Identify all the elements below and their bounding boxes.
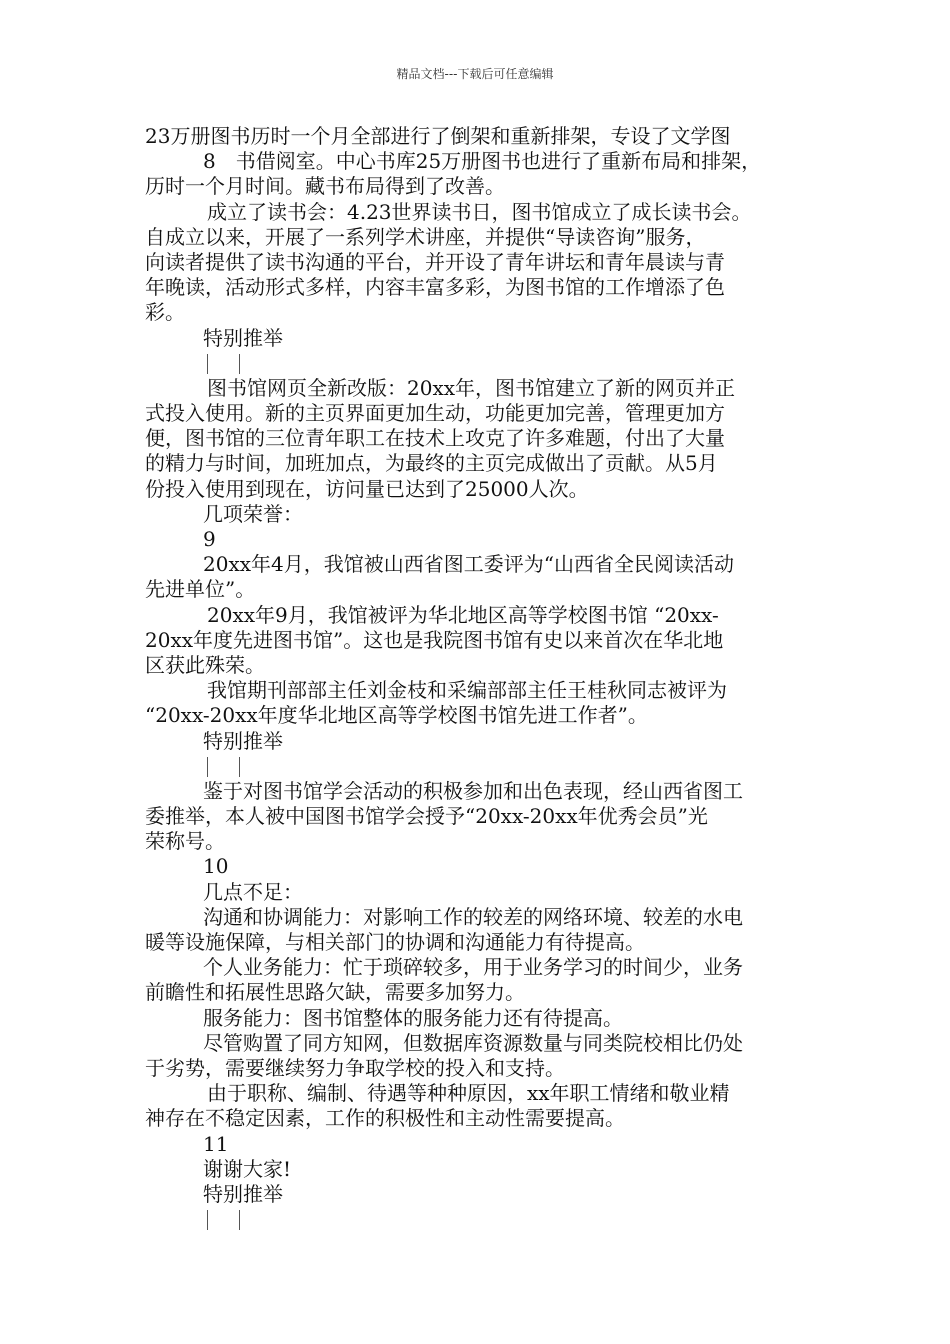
text-line: 11	[203, 1131, 229, 1156]
divider-bar	[207, 354, 208, 374]
divider-marker	[145, 351, 815, 376]
divider-marker	[145, 1207, 815, 1232]
text-line: 几点不足：	[203, 879, 303, 904]
text-line: 年晚读，活动形式多样，内容丰富多彩，为图书馆的工作增添了色	[145, 275, 725, 300]
text-line: 10	[203, 854, 229, 879]
divider-bar	[207, 1210, 208, 1230]
divider-marker	[145, 754, 815, 779]
text-line: 先进单位”。	[145, 577, 256, 602]
text-line: 自成立以来，开展了一系列学术讲座，并提供“导读咨询”服务，	[145, 224, 706, 249]
text-line: 荣称号。	[145, 829, 225, 854]
text-line: 历时一个月时间。藏书布局得到了改善。	[145, 174, 505, 199]
document-body	[145, 124, 815, 1232]
text-line: 特别推举	[203, 325, 283, 350]
text-line: 特别推举	[203, 1181, 283, 1206]
text-line: 23万册图书历时一个月全部进行了倒架和重新排架，专设了文学图	[145, 124, 731, 148]
text-line: 彩。	[145, 300, 185, 325]
text-line: 式投入使用。新的主页界面更加生动，功能更加完善，管理更加方	[145, 401, 725, 426]
text-line: 尽管购置了同方知网，但数据库资源数量与同类院校相比仍处	[203, 1030, 743, 1055]
text-line: 图书馆网页全新改版：20xx年，图书馆建立了新的网页并正	[207, 375, 736, 400]
text-line: 前瞻性和拓展性思路欠缺，需要多加努力。	[145, 980, 525, 1005]
divider-bar	[239, 354, 240, 374]
text-line: 神存在不稳定因素，工作的积极性和主动性需要提高。	[145, 1106, 625, 1131]
text-line: 于劣势，需要继续努力争取学校的投入和支持。	[145, 1055, 565, 1080]
text-line: 服务能力：图书馆整体的服务能力还有待提高。	[203, 1005, 623, 1030]
divider-bar	[239, 1210, 240, 1230]
text-line: 的精力与时间，加班加点，为最终的主页完成做出了贡献。从5月	[145, 451, 718, 476]
text-line: 谢谢大家!	[203, 1156, 292, 1181]
text-line: 我馆期刊部部主任刘金枝和采编部部主任王桂秋同志被评为	[207, 678, 727, 703]
divider-bar	[207, 757, 208, 777]
text-line: 9	[203, 527, 216, 551]
text-line: 成立了读书会：4.23世界读书日，图书馆成立了成长读书会。	[207, 199, 752, 224]
text-line: 8 书借阅室。中心书库25万册图书也进行了重新布局和排架，	[203, 149, 762, 174]
text-line: 委推举，本人被中国图书馆学会授予“20xx-20xx年优秀会员”光	[145, 804, 708, 829]
page-header: 精品文档---下载后可任意编辑	[396, 67, 554, 81]
text-line: 份投入使用到现在，访问量已达到了25000人次。	[145, 476, 589, 501]
text-line: 由于职称、编制、待遇等种种原因，xx年职工情绪和敬业精	[207, 1081, 730, 1106]
text-line: 20xx年4月，我馆被山西省图工委评为“山西省全民阅读活动	[203, 552, 734, 577]
divider-bar	[239, 757, 240, 777]
text-line: 个人业务能力：忙于琐碎较多，用于业务学习的时间少，业务	[203, 955, 743, 980]
text-line: 几项荣誉：	[203, 501, 303, 526]
text-line: 向读者提供了读书沟通的平台，并开设了青年讲坛和青年晨读与青	[145, 249, 725, 274]
text-line: “20xx-20xx年度华北地区高等学校图书馆先进工作者”。	[145, 703, 648, 728]
text-line: 鉴于对图书馆学会活动的积极参加和出色表现，经山西省图工	[203, 778, 743, 803]
text-line: 区获此殊荣。	[145, 652, 265, 677]
text-line: 沟通和协调能力：对影响工作的较差的网络环境、较差的水电	[203, 904, 743, 929]
text-line: 暖等设施保障，与相关部门的协调和沟通能力有待提高。	[145, 930, 645, 954]
text-line: 便，图书馆的三位青年职工在技术上攻克了许多难题，付出了大量	[145, 426, 725, 451]
text-line: 20xx年9月，我馆被评为华北地区高等学校图书馆 “20xx-	[207, 602, 719, 627]
text-line: 20xx年度先进图书馆”。这也是我院图书馆有史以来首次在华北地	[145, 627, 724, 652]
text-line: 特别推举	[203, 728, 283, 753]
